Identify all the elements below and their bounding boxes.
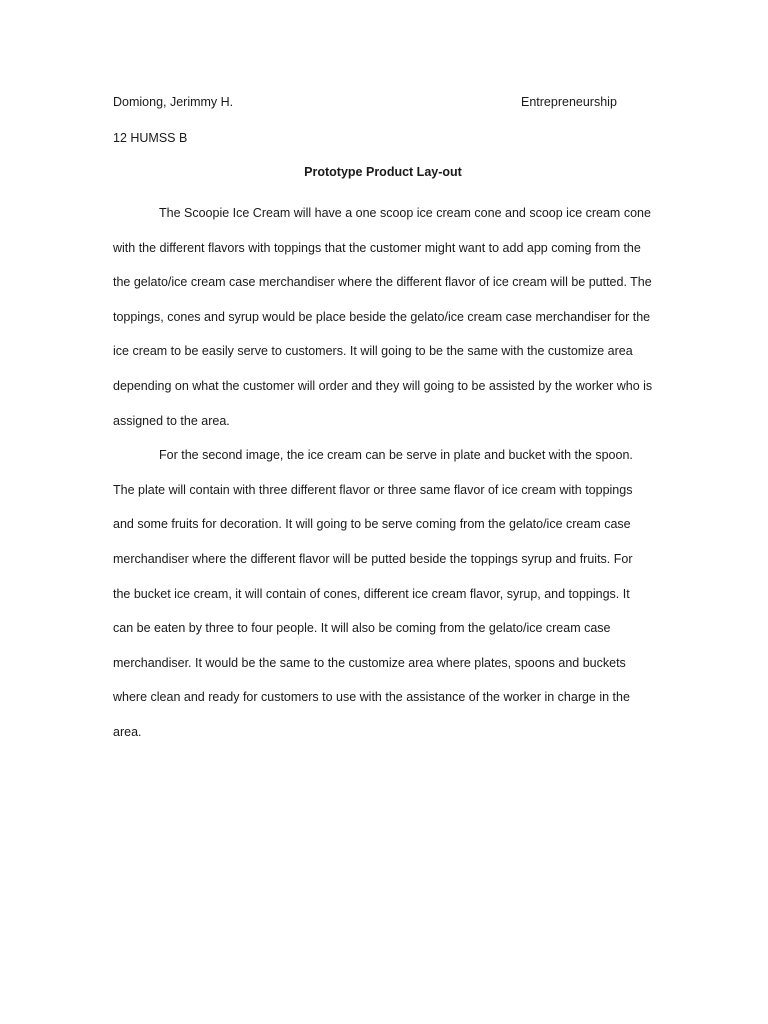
paragraph-1: The Scoopie Ice Cream will have a one scoop ice cream cone and scoop ice cream cone with the different flavors with toppings that the customer might want to add app coming from the the gelato/ice cream case merchandiser where the different flavor of ice cream will be putted. The toppings, cones and syrup would be place beside the gelato/ice cream case merchandiser for the ice cream to be easily serve to customers. It will going to be the same with the customize area depending on what the customer will order and they will going to be assisted by the worker who is assigned to the area.	[113, 206, 653, 428]
document-title: Prototype Product Lay-out	[304, 165, 462, 179]
paragraph-2: For the second image, the ice cream can be serve in plate and bucket with the spoon. The plate will contain with three different flavor or three same flavor of ice cream with toppings and some fruits for decoration. It will going to be serve coming from the gelato/ice cream case merchandiser where the different flavor will be putted beside the toppings syrup and fruits. For the bucket ice cream, it will contain of cones, different ice cream flavor, syrup, and toppings. It can be eaten by three to four people. It will also be coming from the gelato/ice cream case merchandiser. It would be the same to the customize area where plates, spoons and buckets where clean and ready for customers to use with the assistance of the worker in charge in the area.	[113, 448, 633, 739]
author-name: Domiong, Jerimmy H.	[113, 95, 234, 109]
header-row	[113, 92, 653, 112]
subject-name: Entrepreneurship	[521, 95, 617, 109]
document-body	[113, 196, 653, 750]
class-section: 12 HUMSS B	[113, 131, 188, 145]
